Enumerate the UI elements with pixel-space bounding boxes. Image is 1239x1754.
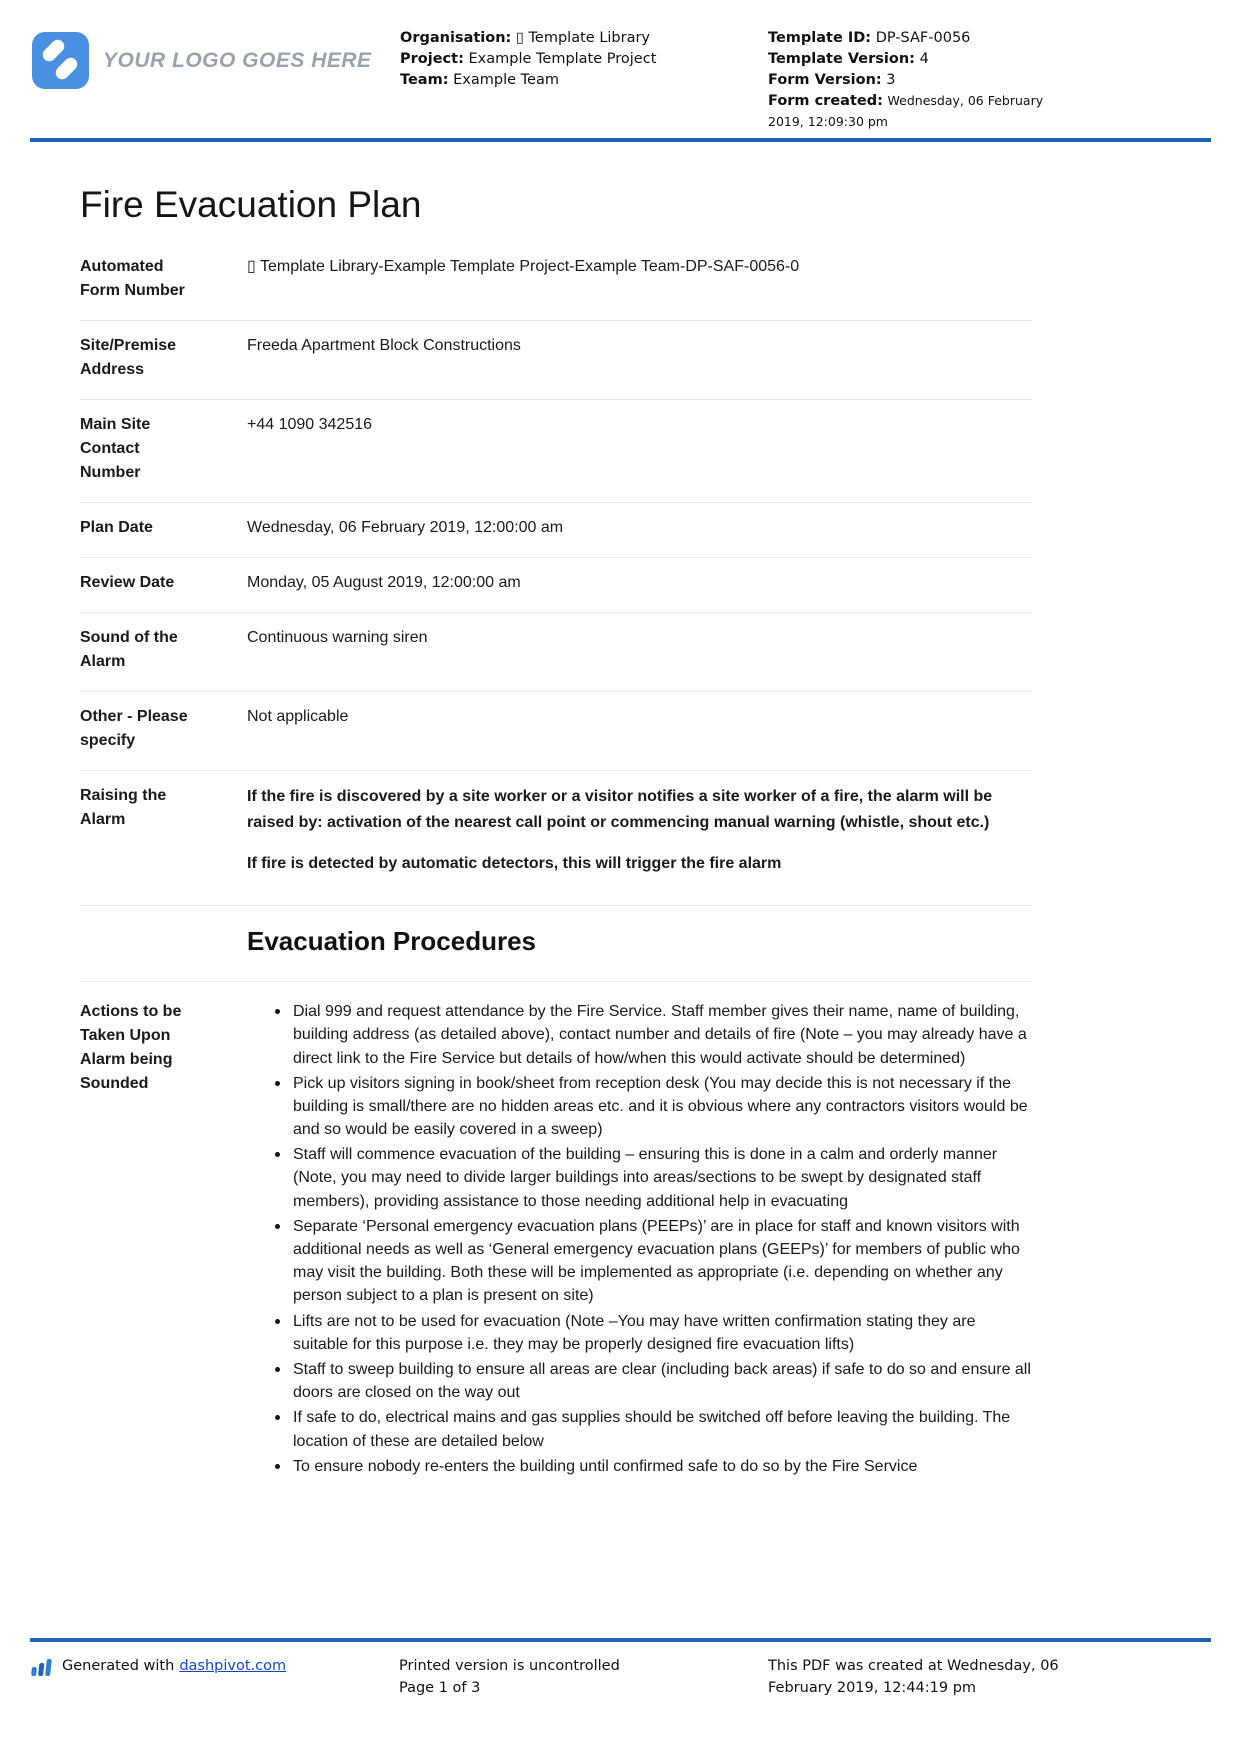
pdf-created-text: This PDF was created at Wednesday, 06 February 2019, 12:44:19 pm — [768, 1658, 1059, 1696]
field-label: Automated Form Number — [80, 258, 185, 299]
team-line — [400, 70, 740, 91]
actions-bullet-list — [247, 1000, 1032, 1478]
template-version-label: Template Version: — [768, 51, 915, 68]
generated-text: Generated with — [62, 1658, 175, 1674]
project-value: Example Template Project — [468, 51, 657, 68]
page-number-text: Page 1 of 3 — [399, 1679, 481, 1696]
project-line — [400, 49, 740, 70]
field-label: Site/Premise Address — [80, 337, 177, 378]
field-row-plan-date — [80, 503, 1032, 558]
field-label: Main Site Contact Number — [80, 416, 151, 481]
page-header — [32, 28, 1209, 138]
raising-alarm-paragraph-2: If fire is detected by automatic detectors, this will trigger the fire alarm — [247, 854, 782, 872]
field-value — [247, 1000, 1032, 1480]
team-value: Example Team — [453, 72, 559, 89]
footer-divider-rule — [30, 1638, 1211, 1642]
organisation-label: Organisation: — [400, 30, 512, 46]
field-row-automated-form-number — [80, 242, 1032, 321]
bullet-item: Staff to sweep building to ensure all areas are clear (including back areas) if safe to do so and ensure all doors are closed on the way out — [274, 1358, 1032, 1404]
field-label: Actions to be Taken Upon Alarm being Sounded — [80, 1003, 182, 1093]
template-id-label: Template ID: — [768, 30, 872, 46]
form-version-line — [768, 70, 1064, 91]
field-row-actions-on-alarm — [80, 982, 1032, 1497]
raising-alarm-paragraph-1: If the fire is discovered by a site worker or a visitor notifies a site worker of a fire, the alarm will be raised by: activation of the nearest call point or commencing manual warning (whistle, shout etc.) — [247, 788, 993, 832]
header-org-block — [400, 28, 740, 91]
template-version-line — [768, 49, 1064, 70]
field-row-sound-of-alarm — [80, 613, 1032, 692]
field-label: Other - Please specify — [80, 708, 188, 749]
template-id-value: DP-SAF-0056 — [875, 30, 971, 46]
page-title: Fire Evacuation Plan — [80, 184, 422, 225]
project-label: Project: — [400, 51, 464, 68]
header-meta-block — [768, 28, 1064, 133]
template-version-value: 4 — [919, 51, 929, 68]
section-heading-row — [80, 906, 1032, 982]
field-row-review-date — [80, 558, 1032, 613]
template-id-line — [768, 28, 1064, 49]
organisation-line — [400, 28, 740, 49]
section-heading: Evacuation Procedures — [247, 926, 536, 957]
form-created-label: Form created: — [768, 93, 883, 110]
field-value: Continuous warning siren — [247, 629, 428, 646]
dashpivot-bars-icon — [31, 1658, 54, 1676]
logo — [32, 32, 372, 89]
bullet-item: Dial 999 and request attendance by the Fire Service. Staff member gives their name, name of building, building address (as detailed above), contact number and details of fire (Note – you may already have a direct link to the Fire Service but details of how/when this would activate should be determined) — [274, 1000, 1032, 1070]
footer-generated — [32, 1656, 286, 1678]
footer-center — [399, 1656, 739, 1700]
dashpivot-link[interactable]: dashpivot.com — [179, 1658, 287, 1674]
form-version-value: 3 — [886, 72, 896, 89]
field-value — [247, 784, 1032, 877]
field-value: ▯ Template Library-Example Template Project-Example Team-DP-SAF-0056-0 — [247, 258, 800, 275]
bullet-item: To ensure nobody re-enters the building until confirmed safe to do so by the Fire Service — [274, 1455, 1032, 1478]
bullet-item: Staff will commence evacuation of the building – ensuring this is done in a calm and orderly manner (Note, you may need to divide larger buildings into areas/sections to be swept by designated staff members), providing assistance to those needing additional help in evacuating — [274, 1143, 1032, 1213]
field-row-site-premise-address — [80, 321, 1032, 400]
field-value: Freeda Apartment Block Constructions — [247, 337, 521, 354]
field-row-raising-the-alarm — [80, 771, 1032, 906]
field-label: Plan Date — [80, 519, 153, 536]
bullet-item: Pick up visitors signing in book/sheet from reception desk (You may decide this is not necessary if the building is small/there are no hidden areas etc. and it is obvious where any contractors visitors would be and so would be easily covered in a sweep) — [274, 1072, 1032, 1142]
form-created-value: Wednesday, 06 February 2019, 12:09:30 pm — [768, 93, 1044, 130]
document-body — [80, 142, 1032, 1636]
bullet-item: Lifts are not to be used for evacuation (Note –You may have written confirmation stating they are suitable for this purpose i.e. they may be properly designed fire evacuation lifts) — [274, 1310, 1032, 1356]
field-row-other-specify — [80, 692, 1032, 771]
field-row-main-site-contact — [80, 400, 1032, 503]
field-label: Sound of the Alarm — [80, 629, 178, 670]
bullet-item: If safe to do, electrical mains and gas supplies should be switched off before leaving the building. The location of these are detailed below — [274, 1406, 1032, 1452]
form-version-label: Form Version: — [768, 72, 882, 89]
field-value: Wednesday, 06 February 2019, 12:00:00 am — [247, 519, 564, 536]
printed-version-text: Printed version is uncontrolled — [399, 1658, 620, 1674]
form-created-line — [768, 91, 1064, 133]
field-value: Monday, 05 August 2019, 12:00:00 am — [247, 574, 521, 591]
team-label: Team: — [400, 72, 449, 89]
logo-icon — [32, 32, 89, 89]
logo-placeholder-text: YOUR LOGO GOES HERE — [103, 48, 372, 72]
organisation-value: ▯ Template Library — [515, 30, 651, 46]
field-value: +44 1090 342516 — [247, 416, 373, 433]
field-label: Raising the Alarm — [80, 787, 167, 828]
bullet-item: Separate ‘Personal emergency evacuation plans (PEEPs)’ are in place for staff and known visitors with additional needs as well as ‘General emergency evacuation plans (GEEPs)’ for members of public who may visit the building. Both these will be implemented as appropriate (i.e. depending on whether any person subject to a plan is present on site) — [274, 1215, 1032, 1308]
field-value: Not applicable — [247, 708, 349, 725]
field-label: Review Date — [80, 574, 175, 591]
